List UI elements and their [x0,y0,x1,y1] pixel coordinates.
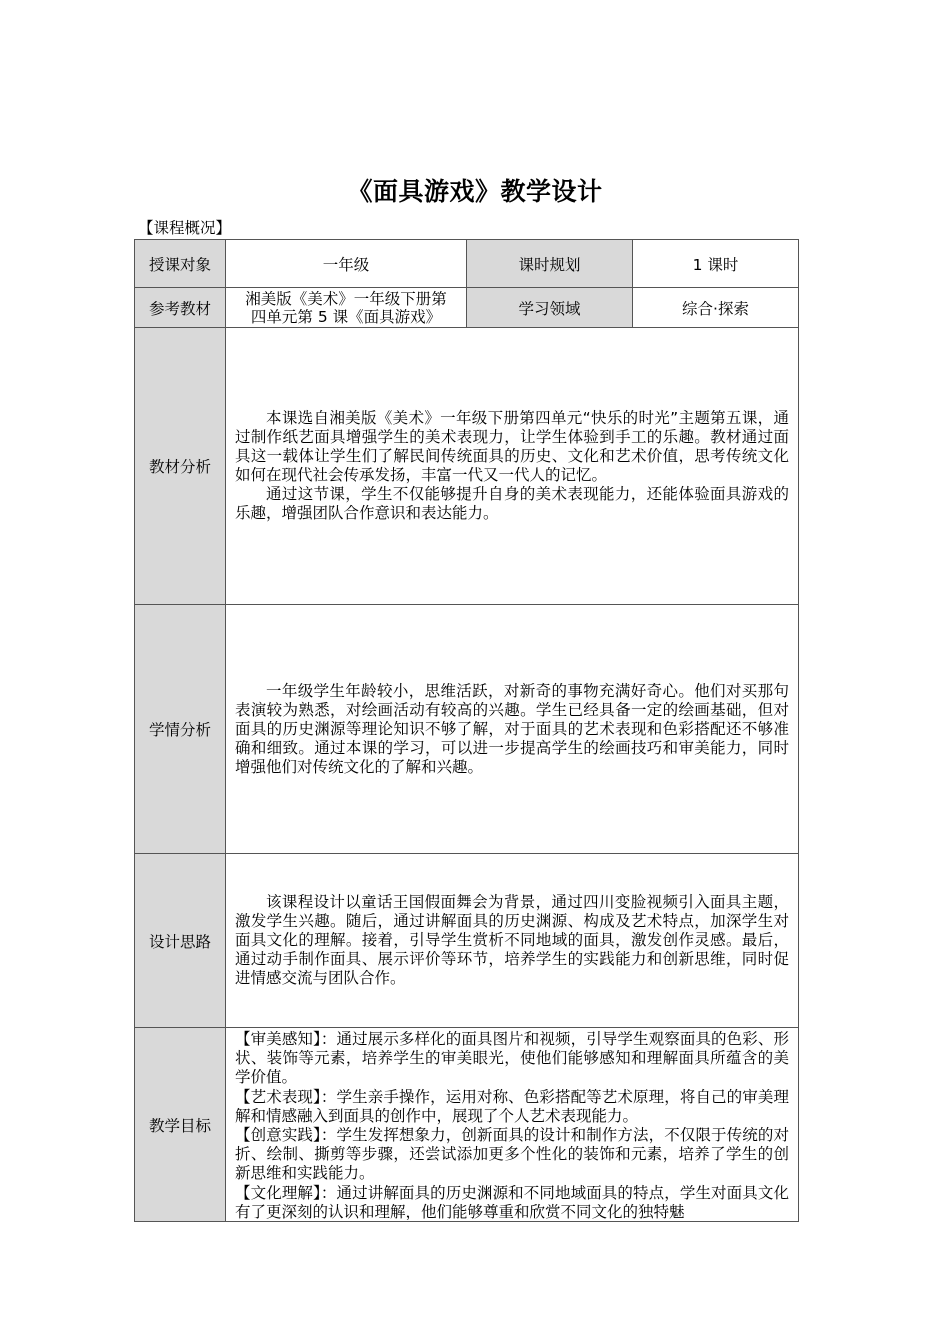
domain-value: 综合·探索 [633,288,799,328]
design-idea-content [226,854,799,1028]
table-row [135,240,799,288]
table-row [135,1028,799,1222]
teaching-goals-label: 教学目标 [135,1028,226,1222]
textbook-label: 参考教材 [135,288,226,328]
table-row [135,854,799,1028]
material-analysis-paragraph: 本课选自湘美版《美术》一年级下册第四单元“快乐的时光”主题第五课，通过制作纸艺面具增强学生的美术表现力，让学生体验到手工的乐趣。教材通过面具这一载体让学生们了解民间传统面具的历史、文化和艺术价值，思考传统文化如何在现代社会传承发扬，丰富一代又一代人的记忆。 [235,409,789,484]
teaching-goals-content [226,1028,799,1222]
material-analysis-label: 教材分析 [135,328,226,605]
design-idea-paragraph: 该课程设计以童话王国假面舞会为背景，通过四川变脸视频引入面具主题，激发学生兴趣。随后，通过讲解面具的历史渊源、构成及艺术特点，加深学生对面具文化的理解。接着，引导学生赏析不同地域的面具，激发创作灵感。最后，通过动手制作面具、展示评价等环节，培养学生的实践能力和创新思维，同时促进情感交流与团队合作。 [235,893,789,987]
material-analysis-paragraph: 通过这节课，学生不仅能够提升自身的美术表现能力，还能体验面具游戏的乐趣，增强团队合作意识和表达能力。 [235,485,789,522]
section-label: 【课程概况】 [138,219,232,237]
course-overview-table [134,239,799,1222]
goal-creative-practice: 【创意实践】：学生发挥想象力，创新面具的设计和制作方法，不仅限于传统的对折、绘制、撕剪等步骤，还尝试添加更多个性化的装饰和元素，培养了学生的创新思维和实践能力。 [235,1126,789,1183]
student-analysis-label: 学情分析 [135,605,226,854]
textbook-line-2: 四单元第 5 课《面具游戏》 [250,307,442,326]
table-row [135,605,799,854]
student-analysis-paragraph: 一年级学生年龄较小，思维活跃，对新奇的事物充满好奇心。他们对买那句表演较为熟悉，对绘画活动有较高的兴趣。学生已经具备一定的绘画基础，但对面具的历史渊源等理论知识不够了解，对于面具的艺术表现和色彩搭配还不够准确和细致。通过本课的学习，可以进一步提高学生的绘画技巧和审美能力，同时增强他们对传统文化的了解和兴趣。 [235,681,789,776]
audience-value: 一年级 [226,240,467,288]
material-analysis-content [226,328,799,605]
design-idea-label: 设计思路 [135,854,226,1028]
goal-aesthetic-perception: 【审美感知】：通过展示多样化的面具图片和视频，引导学生观察面具的色彩、形状、装饰等元素，培养学生的审美眼光，使他们能够感知和理解面具所蕴含的美学价值。 [235,1030,789,1087]
goal-cultural-understanding: 【文化理解】：通过讲解面具的历史渊源和不同地域面具的特点，学生对面具文化有了更深刻的认识和理解，他们能够尊重和欣赏不同文化的独特魅 [235,1183,789,1220]
student-analysis-content [226,605,799,854]
audience-label: 授课对象 [135,240,226,288]
document-title: 《面具游戏》教学设计 [347,177,603,206]
goal-artistic-expression: 【艺术表现】：学生亲手操作，运用对称、色彩搭配等艺术原理，将自己的审美理解和情感融入到面具的创作中，展现了个人艺术表现能力。 [235,1087,789,1125]
hours-value: 1 课时 [633,240,799,288]
table-row [135,288,799,328]
textbook-line-1: 湘美版《美术》一年级下册第 [245,289,447,308]
textbook-value [226,288,467,328]
table-row [135,328,799,605]
teaching-goals-list [235,1030,789,1220]
hours-label: 课时规划 [467,240,633,288]
domain-label: 学习领域 [467,288,633,328]
